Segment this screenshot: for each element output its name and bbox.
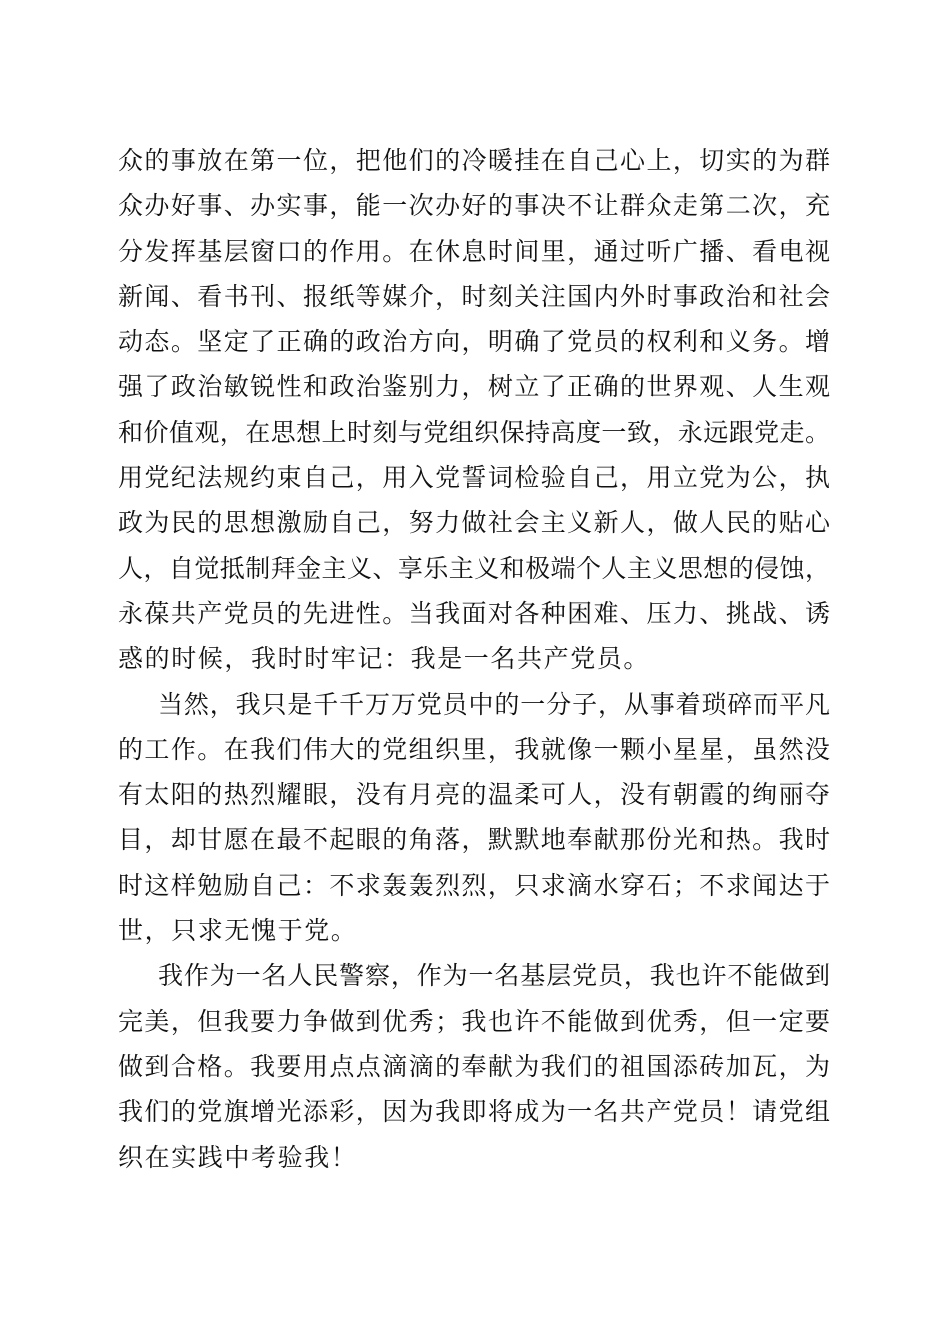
text-line: 有太阳的热烈耀眼，没有月亮的温柔可人，没有朝霞的绚丽夺 (118, 780, 830, 810)
text-line: 我作为一名人民警察，作为一名基层党员，我也许不能做到 (158, 961, 830, 991)
text-line: 世，只求无愧于党。 (118, 916, 358, 946)
text-line: 永葆共产党员的先进性。当我面对各种困难、压力、挑战、诱 (118, 598, 830, 628)
paragraph-3 (118, 953, 830, 1179)
text-line: 目，却甘愿在最不起眼的角落，默默地奉献那份光和热。我时 (118, 825, 830, 855)
text-line: 的工作。在我们伟大的党组织里，我就像一颗小星星，虽然没 (118, 734, 830, 764)
text-line: 和价值观，在思想上时刻与党组织保持高度一致，永远跟党走。 (118, 417, 830, 447)
paragraph-1 (118, 138, 830, 682)
text-line: 织在实践中考验我！ (118, 1142, 358, 1172)
text-line: 完美，但我要力争做到优秀；我也许不能做到优秀，但一定要 (118, 1006, 830, 1036)
text-line: 当然，我只是千千万万党员中的一分子，从事着琐碎而平凡 (158, 689, 830, 719)
text-line: 动态。坚定了正确的政治方向，明确了党员的权利和义务。增 (118, 327, 830, 357)
text-line: 政为民的思想激励自己，努力做社会主义新人，做人民的贴心 (118, 508, 830, 538)
text-line: 用党纪法规约束自己，用入党誓词检验自己，用立党为公，执 (118, 463, 830, 493)
text-line: 做到合格。我要用点点滴滴的奉献为我们的祖国添砖加瓦，为 (118, 1051, 830, 1081)
text-line: 我们的党旗增光添彩，因为我即将成为一名共产党员！请党组 (118, 1097, 830, 1127)
text-line: 惑的时候，我时时牢记：我是一名共产党员。 (118, 644, 651, 674)
text-line: 时这样勉励自己：不求轰轰烈烈，只求滴水穿石；不求闻达于 (118, 870, 830, 900)
text-line: 人，自觉抵制拜金主义、享乐主义和极端个人主义思想的侵蚀， (118, 553, 830, 583)
text-line: 分发挥基层窗口的作用。在休息时间里，通过听广播、看电视 (118, 236, 830, 266)
document-body (118, 138, 830, 1180)
text-line: 强了政治敏锐性和政治鉴别力，树立了正确的世界观、人生观 (118, 372, 830, 402)
text-line: 众办好事、办实事，能一次办好的事决不让群众走第二次，充 (118, 191, 830, 221)
paragraph-2 (118, 682, 830, 954)
text-line: 新闻、看书刊、报纸等媒介，时刻关注国内外时事政治和社会 (118, 281, 830, 311)
text-line: 众的事放在第一位，把他们的冷暖挂在自己心上，切实的为群 (118, 146, 830, 175)
